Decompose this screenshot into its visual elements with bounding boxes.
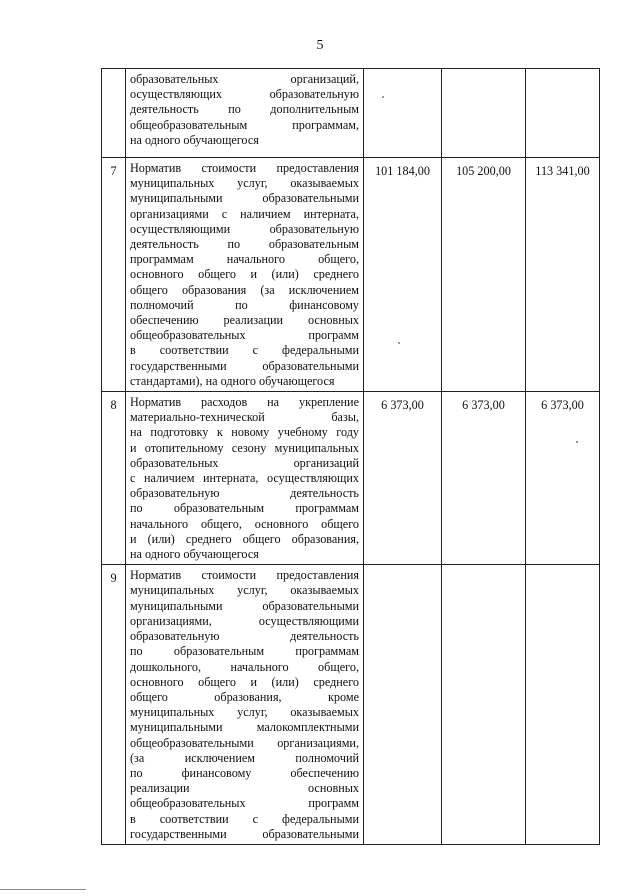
description-line: Норматив стоимости предоставления [130,568,359,583]
scan-speck [382,96,384,98]
description-line: образовательных организаций, [130,72,359,86]
table-row [102,158,600,392]
row-number-cell: 9 [102,565,126,845]
value-cell-3 [526,565,600,845]
description-line: материально-технической базы, [130,410,359,425]
value-cell-2: 6 373,00 [442,392,526,565]
description-line: осуществляющими образовательную [130,221,359,236]
description-line: на подготовку к новому учебному году [130,425,359,440]
description-line: на одного обучающегося [130,547,259,562]
normative-table [101,68,600,845]
value-cell-2 [442,69,526,158]
value-cell-1 [364,69,442,158]
description-line: общеобразовательных программ [130,328,359,343]
description-line: образовательную деятельность [130,629,359,644]
description-line: Норматив расходов на укрепление [130,395,359,410]
description-line: по образовательным программам [130,501,359,516]
description-line: общеобразовательными организациями, [130,735,359,750]
page-number: 5 [316,38,324,53]
row-number-cell: 8 [102,392,126,565]
description-line: в соответствии с федеральными [130,811,359,826]
description-line: общеобразовательным программам, [130,117,359,132]
description-line: государственными образовательными [130,358,359,373]
description-line: стандартами), на одного обучающегося [130,373,335,388]
description-line: муниципальных услуг, оказываемых [130,176,359,191]
value-cell-1: 6 373,00 [364,392,442,565]
description-line: реализации основных [130,781,359,796]
description-line: общеобразовательных программ [130,796,359,811]
description-line: (за исключением полномочий [130,750,359,765]
description-line: деятельность по дополнительным [130,102,359,117]
description-line: общего образования (за исключением [130,282,359,297]
description-line: программам начального общего, [130,252,359,267]
description-line: и отопительному сезону муниципальных [130,440,359,455]
description-line: образовательных организаций [130,455,359,470]
description-line: дошкольного, начального общего, [130,659,359,674]
value-cell-1 [364,565,442,845]
description-line: общего образования, кроме [130,689,359,704]
table-row [102,565,600,845]
row-number-cell [102,69,126,158]
description-line: с наличием интерната, осуществляющих [130,471,359,486]
description-line: образовательную деятельность [130,486,359,501]
description-line: начального общего, основного общего [130,516,359,531]
description-line: муниципальными образовательными [130,598,359,613]
description-line: государственными образовательными [130,826,359,841]
value-cell-3: 6 373,00 [526,392,600,565]
description-line: на одного обучающегося [130,132,259,147]
row-description-cell [126,392,364,565]
row-description-cell [126,158,364,392]
description-line: по образовательным программам [130,644,359,659]
row-description-cell [126,565,364,845]
value-cell-2: 105 200,00 [442,158,526,392]
value-cell-3: 113 341,00 [526,158,600,392]
value-cell-3 [526,69,600,158]
footer-rule [0,889,86,890]
value-cell-2 [442,565,526,845]
row-description-cell [126,69,364,158]
description-line: основного общего и (или) среднего [130,674,359,689]
description-line: в соответствии с федеральными [130,343,359,358]
description-line: обеспечению реализации основных [130,313,359,328]
description-line: по финансовому обеспечению [130,765,359,780]
scan-speck [398,342,400,344]
description-line: организациями, осуществляющими [130,613,359,628]
description-line: муниципальными малокомплектными [130,720,359,735]
description-line: муниципальных услуг, оказываемых [130,705,359,720]
description-line: деятельность по образовательным [130,237,359,252]
description-line: основного общего и (или) среднего [130,267,359,282]
table-row [102,69,600,158]
description-line: и (или) среднего общего образования, [130,531,359,546]
description-line: осуществляющих образовательную [130,87,359,102]
table-row [102,392,600,565]
description-line: муниципальными образовательными [130,191,359,206]
description-line: муниципальных услуг, оказываемых [130,583,359,598]
row-number-cell: 7 [102,158,126,392]
scan-speck [576,441,578,443]
description-line: Норматив стоимости предоставления [130,161,359,175]
description-line: полномочий по финансовому [130,297,359,312]
description-line: организациями с наличием интерната, [130,206,359,221]
value-cell-1: 101 184,00 [364,158,442,392]
